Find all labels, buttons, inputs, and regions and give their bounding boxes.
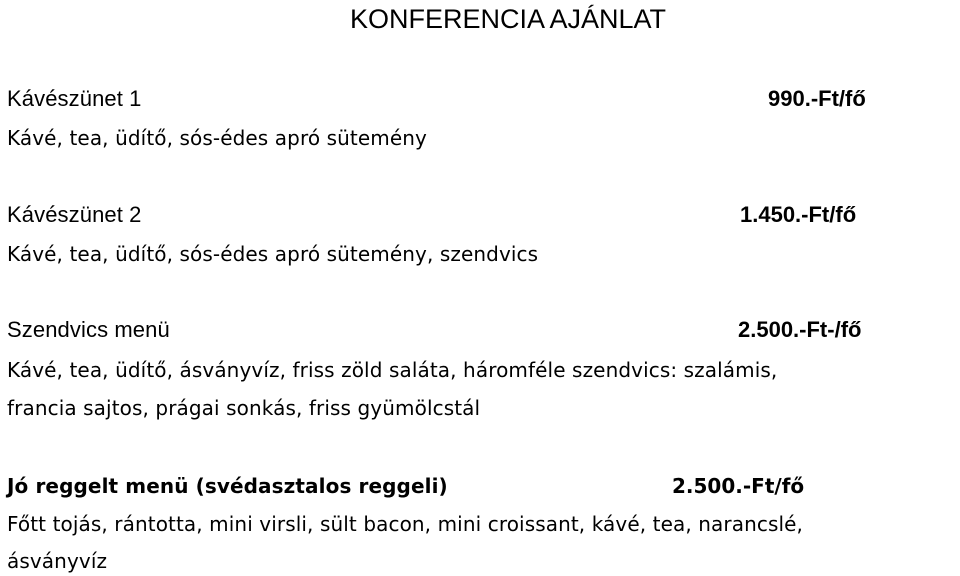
offer-1-price: 990.-Ft/fő: [768, 86, 866, 111]
offer-1-name: Kávészünet 1: [7, 86, 142, 111]
offer-4-price: 2.500.-Ft/fő: [672, 474, 805, 498]
offer-3-name: Szendvics menü: [7, 317, 170, 342]
offer-3-description-line-2: francia sajtos, prágai sonkás, friss gyümölcstál: [7, 396, 481, 420]
offer-2-description: Kávé, tea, üdítő, sós-édes apró sütemény, szendvics: [7, 242, 539, 266]
document-title: KONFERENCIA AJÁNLAT: [349, 4, 667, 34]
offer-3-price: 2.500.-Ft-/fő: [738, 317, 862, 342]
offer-4-name: Jó reggelt menü (svédasztalos reggeli): [7, 474, 448, 498]
offer-4-description-line-2: ásványvíz: [7, 549, 108, 573]
offer-2-name: Kávészünet 2: [7, 202, 142, 227]
offer-2-price: 1.450.-Ft/fő: [740, 202, 857, 227]
offer-4-description-line-1: Főtt tojás, rántotta, mini virsli, sült bacon, mini croissant, kávé, tea, narancslé,: [7, 512, 804, 536]
offer-3-description-line-1: Kávé, tea, üdítő, ásványvíz, friss zöld saláta, háromféle szendvics: szalámis,: [7, 358, 778, 382]
offer-1-description: Kávé, tea, üdítő, sós-édes apró sütemény: [7, 126, 427, 150]
